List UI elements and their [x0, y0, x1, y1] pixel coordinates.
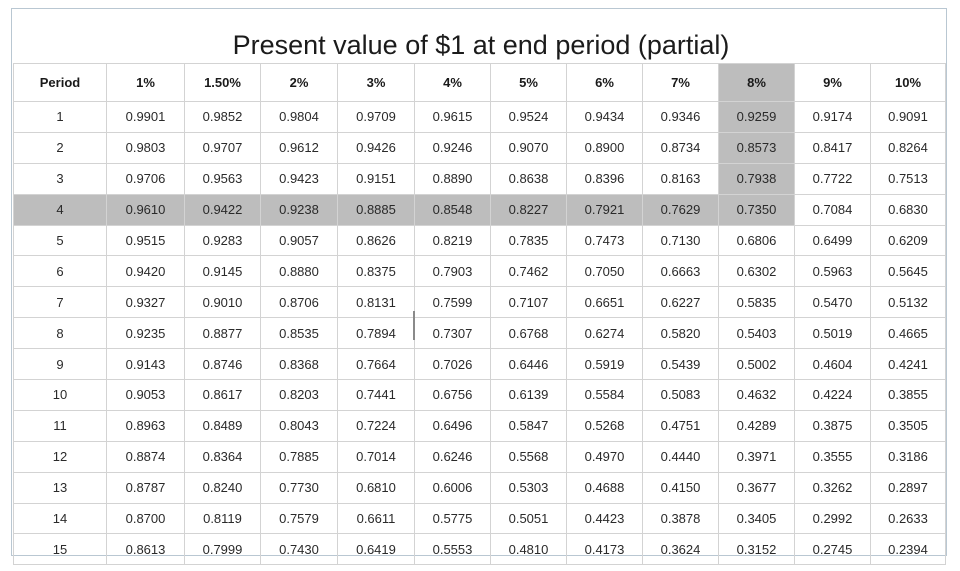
factor-cell: 0.5584 [567, 380, 643, 411]
factor-cell: 0.6274 [567, 318, 643, 349]
factor-cell: 0.9706 [107, 163, 185, 194]
factor-cell: 0.8746 [185, 349, 261, 380]
column-header-rate: 9% [795, 64, 871, 102]
factor-cell: 0.4751 [643, 410, 719, 441]
factor-cell: 0.9246 [415, 132, 491, 163]
factor-cell: 0.8877 [185, 318, 261, 349]
table-row [14, 102, 946, 133]
factor-cell: 0.3677 [719, 472, 795, 503]
factor-cell: 0.8890 [415, 163, 491, 194]
factor-cell: 0.3878 [643, 503, 719, 534]
factor-cell: 0.8638 [491, 163, 567, 194]
table-row [14, 441, 946, 472]
factor-cell: 0.5303 [491, 472, 567, 503]
factor-cell: 0.5553 [415, 534, 491, 565]
factor-cell: 0.4440 [643, 441, 719, 472]
factor-cell: 0.6768 [491, 318, 567, 349]
factor-cell: 0.6830 [871, 194, 946, 225]
factor-cell: 0.8131 [338, 287, 415, 318]
factor-cell: 0.9524 [491, 102, 567, 133]
factor-cell: 0.9283 [185, 225, 261, 256]
factor-cell: 0.8417 [795, 132, 871, 163]
factor-cell: 0.8613 [107, 534, 185, 565]
factor-cell: 0.9327 [107, 287, 185, 318]
period-cell: 9 [14, 349, 107, 380]
factor-cell: 0.6139 [491, 380, 567, 411]
factor-cell: 0.3405 [719, 503, 795, 534]
factor-cell: 0.9053 [107, 380, 185, 411]
factor-cell: 0.3152 [719, 534, 795, 565]
table-row [14, 132, 946, 163]
factor-cell: 0.7462 [491, 256, 567, 287]
table-row [14, 287, 946, 318]
factor-cell: 0.8787 [107, 472, 185, 503]
factor-cell: 0.7307 [415, 318, 491, 349]
factor-cell: 0.5820 [643, 318, 719, 349]
factor-cell: 0.4810 [491, 534, 567, 565]
factor-cell: 0.9259 [719, 102, 795, 133]
factor-cell: 0.4423 [567, 503, 643, 534]
factor-cell: 0.4173 [567, 534, 643, 565]
factor-cell: 0.9143 [107, 349, 185, 380]
factor-cell: 0.9709 [338, 102, 415, 133]
factor-cell: 0.9707 [185, 132, 261, 163]
factor-cell: 0.8227 [491, 194, 567, 225]
column-header-rate: 8% [719, 64, 795, 102]
factor-cell: 0.4688 [567, 472, 643, 503]
factor-cell: 0.3855 [871, 380, 946, 411]
factor-cell: 0.5403 [719, 318, 795, 349]
factor-cell: 0.6246 [415, 441, 491, 472]
factor-cell: 0.9057 [261, 225, 338, 256]
factor-cell: 0.9615 [415, 102, 491, 133]
table-row [14, 472, 946, 503]
factor-cell: 0.5919 [567, 349, 643, 380]
factor-cell: 0.3186 [871, 441, 946, 472]
factor-cell: 0.4150 [643, 472, 719, 503]
factor-cell: 0.5835 [719, 287, 795, 318]
factor-cell: 0.6227 [643, 287, 719, 318]
present-value-table [13, 63, 946, 565]
factor-cell: 0.7224 [338, 410, 415, 441]
factor-cell: 0.5083 [643, 380, 719, 411]
factor-cell: 0.7938 [719, 163, 795, 194]
table-row [14, 503, 946, 534]
factor-cell: 0.6209 [871, 225, 946, 256]
factor-cell: 0.7107 [491, 287, 567, 318]
factor-cell: 0.9852 [185, 102, 261, 133]
factor-cell: 0.6806 [719, 225, 795, 256]
factor-cell: 0.7903 [415, 256, 491, 287]
factor-cell: 0.8874 [107, 441, 185, 472]
factor-cell: 0.8617 [185, 380, 261, 411]
factor-cell: 0.8734 [643, 132, 719, 163]
table-row [14, 256, 946, 287]
page-title: Present value of $1 at end period (partial) [232, 30, 730, 60]
period-cell: 5 [14, 225, 107, 256]
factor-cell: 0.8364 [185, 441, 261, 472]
column-header-rate: 4% [415, 64, 491, 102]
factor-cell: 0.7579 [261, 503, 338, 534]
column-header-rate: 7% [643, 64, 719, 102]
factor-cell: 0.7430 [261, 534, 338, 565]
table-row [14, 225, 946, 256]
factor-cell: 0.8706 [261, 287, 338, 318]
factor-cell: 0.7473 [567, 225, 643, 256]
factor-cell: 0.7026 [415, 349, 491, 380]
factor-cell: 0.8880 [261, 256, 338, 287]
factor-cell: 0.3262 [795, 472, 871, 503]
factor-cell: 0.9901 [107, 102, 185, 133]
period-cell: 10 [14, 380, 107, 411]
factor-cell: 0.9235 [107, 318, 185, 349]
factor-cell: 0.2394 [871, 534, 946, 565]
factor-cell: 0.7664 [338, 349, 415, 380]
column-header-rate: 2% [261, 64, 338, 102]
factor-cell: 0.9610 [107, 194, 185, 225]
period-cell: 12 [14, 441, 107, 472]
period-cell: 6 [14, 256, 107, 287]
header-row [14, 64, 946, 102]
factor-cell: 0.8700 [107, 503, 185, 534]
factor-cell: 0.8203 [261, 380, 338, 411]
factor-cell: 0.8219 [415, 225, 491, 256]
table-row [14, 194, 946, 225]
factor-cell: 0.8626 [338, 225, 415, 256]
factor-cell: 0.2633 [871, 503, 946, 534]
factor-cell: 0.5568 [491, 441, 567, 472]
factor-cell: 0.5645 [871, 256, 946, 287]
factor-cell: 0.5268 [567, 410, 643, 441]
factor-cell: 0.8535 [261, 318, 338, 349]
period-cell: 2 [14, 132, 107, 163]
period-cell: 4 [14, 194, 107, 225]
factor-cell: 0.9612 [261, 132, 338, 163]
column-header-period: Period [14, 64, 107, 102]
factor-cell: 0.4632 [719, 380, 795, 411]
factor-cell: 0.7084 [795, 194, 871, 225]
factor-cell: 0.6446 [491, 349, 567, 380]
factor-cell: 0.5847 [491, 410, 567, 441]
period-cell: 3 [14, 163, 107, 194]
factor-cell: 0.2745 [795, 534, 871, 565]
factor-cell: 0.8368 [261, 349, 338, 380]
factor-cell: 0.7999 [185, 534, 261, 565]
factor-cell: 0.8375 [338, 256, 415, 287]
factor-cell: 0.8548 [415, 194, 491, 225]
factor-cell: 0.6611 [338, 503, 415, 534]
column-header-rate: 10% [871, 64, 946, 102]
column-header-rate: 1.50% [185, 64, 261, 102]
factor-cell: 0.4241 [871, 349, 946, 380]
factor-cell: 0.5132 [871, 287, 946, 318]
factor-cell: 0.5019 [795, 318, 871, 349]
factor-cell: 0.9515 [107, 225, 185, 256]
factor-cell: 0.4970 [567, 441, 643, 472]
period-cell: 7 [14, 287, 107, 318]
factor-cell: 0.3624 [643, 534, 719, 565]
factor-cell: 0.8885 [338, 194, 415, 225]
factor-cell: 0.7513 [871, 163, 946, 194]
factor-cell: 0.7921 [567, 194, 643, 225]
factor-cell: 0.5470 [795, 287, 871, 318]
factor-cell: 0.7350 [719, 194, 795, 225]
period-cell: 8 [14, 318, 107, 349]
factor-cell: 0.7629 [643, 194, 719, 225]
factor-cell: 0.8264 [871, 132, 946, 163]
factor-cell: 0.6419 [338, 534, 415, 565]
factor-cell: 0.9091 [871, 102, 946, 133]
period-cell: 15 [14, 534, 107, 565]
factor-cell: 0.2992 [795, 503, 871, 534]
column-header-rate: 5% [491, 64, 567, 102]
factor-cell: 0.6499 [795, 225, 871, 256]
column-header-rate: 1% [107, 64, 185, 102]
factor-cell: 0.9804 [261, 102, 338, 133]
factor-cell: 0.8900 [567, 132, 643, 163]
table-row [14, 163, 946, 194]
factor-cell: 0.3971 [719, 441, 795, 472]
factor-cell: 0.3875 [795, 410, 871, 441]
factor-cell: 0.8396 [567, 163, 643, 194]
factor-cell: 0.9420 [107, 256, 185, 287]
column-header-rate: 6% [567, 64, 643, 102]
factor-cell: 0.5963 [795, 256, 871, 287]
factor-cell: 0.7835 [491, 225, 567, 256]
factor-cell: 0.8163 [643, 163, 719, 194]
factor-cell: 0.5002 [719, 349, 795, 380]
factor-cell: 0.9346 [643, 102, 719, 133]
factor-cell: 0.6006 [415, 472, 491, 503]
factor-cell: 0.8240 [185, 472, 261, 503]
factor-cell: 0.6810 [338, 472, 415, 503]
factor-cell: 0.4224 [795, 380, 871, 411]
factor-cell: 0.8573 [719, 132, 795, 163]
period-cell: 11 [14, 410, 107, 441]
factor-cell: 0.9426 [338, 132, 415, 163]
factor-cell: 0.7050 [567, 256, 643, 287]
factor-cell: 0.5439 [643, 349, 719, 380]
factor-cell: 0.7885 [261, 441, 338, 472]
factor-cell: 0.9174 [795, 102, 871, 133]
table-row [14, 534, 946, 565]
factor-cell: 0.9151 [338, 163, 415, 194]
factor-cell: 0.4665 [871, 318, 946, 349]
table-row [14, 410, 946, 441]
factor-cell: 0.3555 [795, 441, 871, 472]
factor-cell: 0.9145 [185, 256, 261, 287]
factor-cell: 0.9423 [261, 163, 338, 194]
factor-cell: 0.6302 [719, 256, 795, 287]
factor-cell: 0.5051 [491, 503, 567, 534]
factor-cell: 0.5775 [415, 503, 491, 534]
factor-cell: 0.9010 [185, 287, 261, 318]
factor-cell: 0.9422 [185, 194, 261, 225]
table-row [14, 349, 946, 380]
period-cell: 14 [14, 503, 107, 534]
factor-cell: 0.7014 [338, 441, 415, 472]
factor-cell: 0.7894 [338, 318, 415, 349]
factor-cell: 0.6663 [643, 256, 719, 287]
factor-cell: 0.3505 [871, 410, 946, 441]
factor-cell: 0.6756 [415, 380, 491, 411]
factor-cell: 0.9803 [107, 132, 185, 163]
factor-cell: 0.6496 [415, 410, 491, 441]
factor-cell: 0.9563 [185, 163, 261, 194]
factor-cell: 0.7599 [415, 287, 491, 318]
factor-cell: 0.7730 [261, 472, 338, 503]
factor-cell: 0.9070 [491, 132, 567, 163]
column-header-rate: 3% [338, 64, 415, 102]
factor-cell: 0.7130 [643, 225, 719, 256]
factor-cell: 0.9238 [261, 194, 338, 225]
period-cell: 13 [14, 472, 107, 503]
table-row [14, 318, 946, 349]
factor-cell: 0.8043 [261, 410, 338, 441]
factor-cell: 0.2897 [871, 472, 946, 503]
factor-cell: 0.9434 [567, 102, 643, 133]
cell-divider-mark [413, 311, 415, 340]
table-row [14, 380, 946, 411]
factor-cell: 0.7441 [338, 380, 415, 411]
factor-cell: 0.8119 [185, 503, 261, 534]
factor-cell: 0.4289 [719, 410, 795, 441]
factor-cell: 0.8963 [107, 410, 185, 441]
factor-cell: 0.4604 [795, 349, 871, 380]
factor-cell: 0.8489 [185, 410, 261, 441]
period-cell: 1 [14, 102, 107, 133]
factor-cell: 0.6651 [567, 287, 643, 318]
factor-cell: 0.7722 [795, 163, 871, 194]
